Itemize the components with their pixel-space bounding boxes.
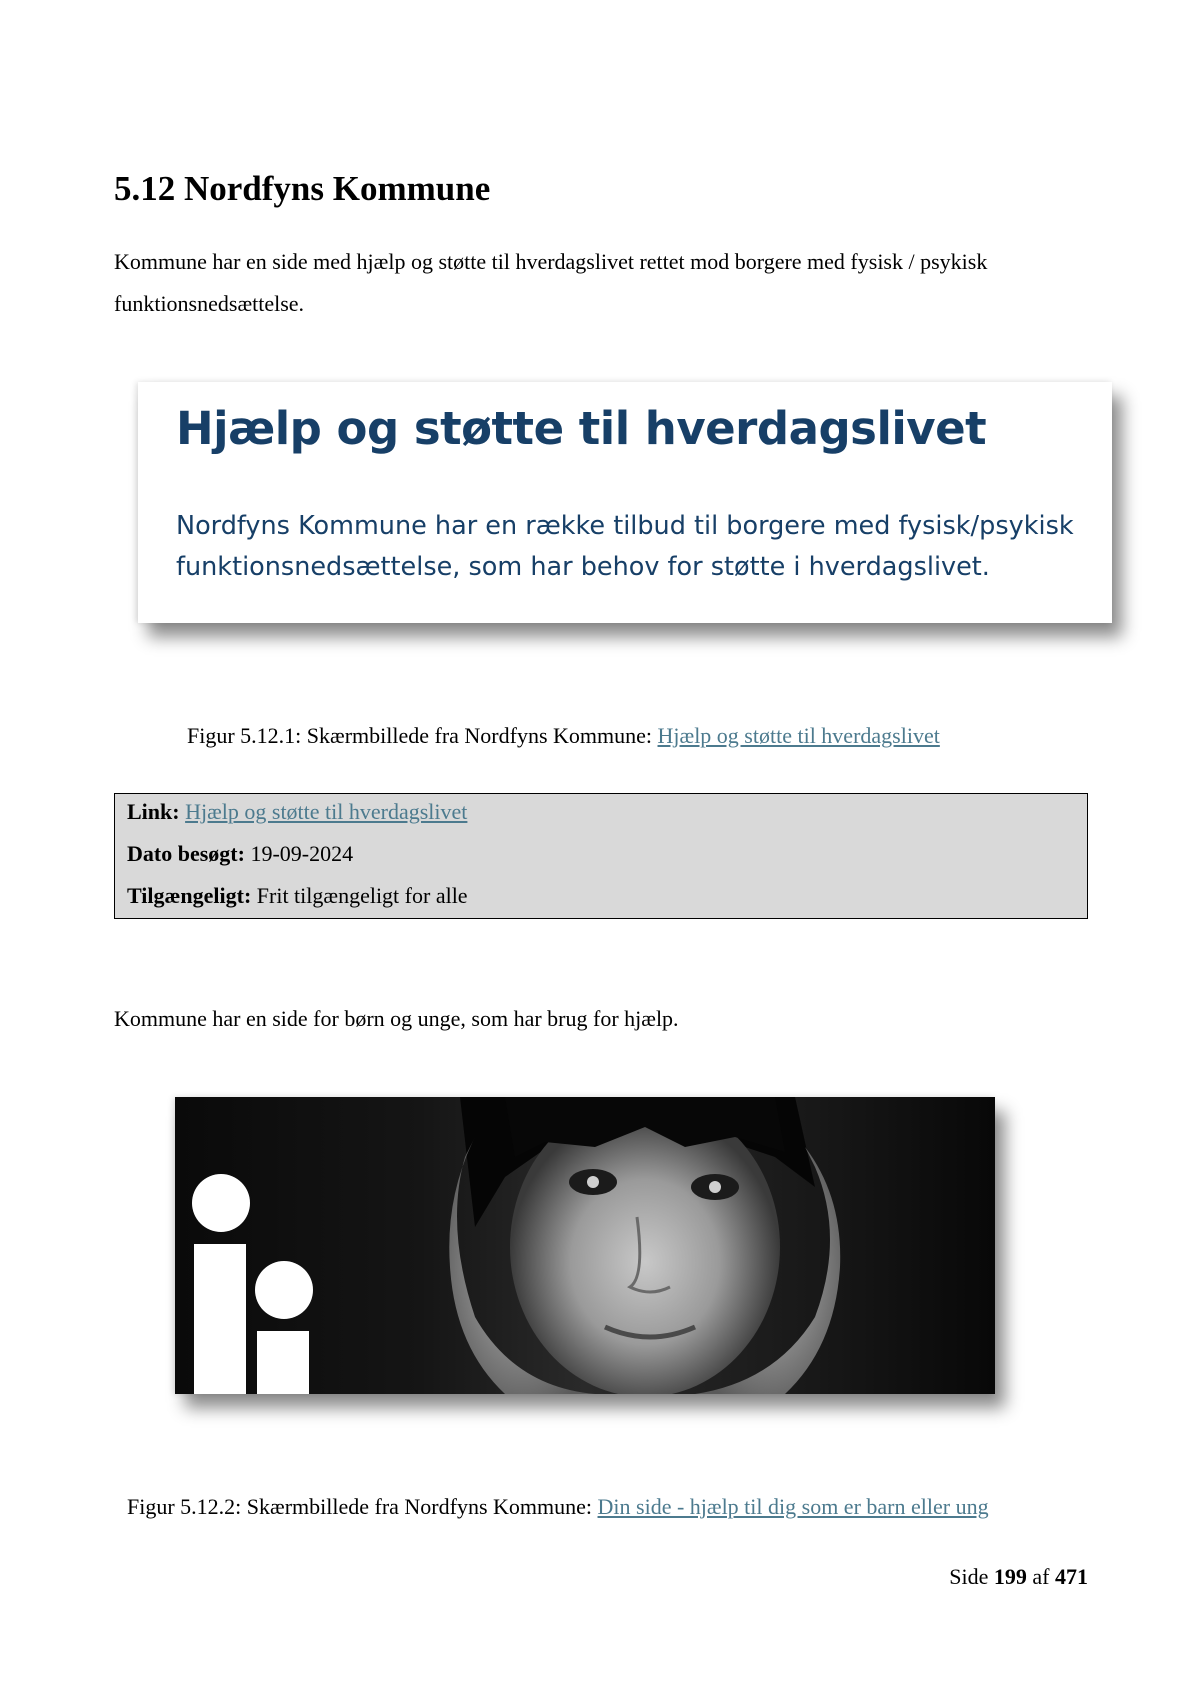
figure-1-link[interactable]: Hjælp og støtte til hverdagslivet <box>657 723 940 748</box>
info-access-value: Frit tilgængeligt for alle <box>256 883 468 908</box>
info-date-value: 19-09-2024 <box>250 841 354 866</box>
info-link-label: Link: <box>127 799 180 824</box>
figure-1-caption <box>187 721 940 751</box>
info-box <box>114 793 1088 919</box>
info-access-row <box>127 881 468 911</box>
screenshot-text: Nordfyns Kommune har en række tilbud til borgere med fysisk/psykisk funktionsnedsættelse, som har behov for støtte i hverdagslivet. <box>176 511 1074 582</box>
info-date-label: Dato besøgt: <box>127 841 245 866</box>
footer-prefix: Side <box>949 1564 989 1589</box>
caption-text: Figur 5.12.1: Skærmbillede fra Nordfyns Kommune: <box>187 723 658 748</box>
figure-2-screenshot <box>175 1097 995 1394</box>
caption-text: Figur 5.12.2: Skærmbillede fra Nordfyns Kommune: <box>127 1494 598 1519</box>
info-access-label: Tilgængeligt: <box>127 883 252 908</box>
logo-circle-small <box>255 1261 313 1319</box>
info-date-row <box>127 839 353 869</box>
page-footer <box>949 1562 1088 1592</box>
intro-paragraph: Kommune har en side med hjælp og støtte til hverdagslivet rettet mod borgere med fysisk / psykisk funktionsnedsættelse. <box>114 249 988 316</box>
page-number: 199 <box>993 1564 1027 1589</box>
info-link[interactable]: Hjælp og støtte til hverdagslivet <box>185 799 468 824</box>
right-eye-highlight <box>709 1181 721 1193</box>
section-heading: 5.12 Nordfyns Kommune <box>114 169 491 208</box>
page-total: 471 <box>1055 1564 1088 1589</box>
figure-2-caption <box>127 1492 989 1522</box>
logo-bar-tall <box>194 1244 246 1394</box>
child-photo-banner <box>175 1097 995 1394</box>
second-paragraph: Kommune har en side for børn og unge, som har brug for hjælp. <box>114 1006 679 1031</box>
logo-bar-short <box>257 1331 309 1394</box>
left-eye-highlight <box>587 1176 599 1188</box>
footer-of: af <box>1032 1564 1050 1589</box>
logo-circle-large <box>192 1174 250 1232</box>
figure-1-screenshot <box>138 382 1112 623</box>
screenshot-title: Hjælp og støtte til hverdagslivet <box>176 402 987 455</box>
figure-2-link[interactable]: Din side - hjælp til dig som er barn eller ung <box>597 1494 989 1519</box>
info-link-row <box>127 797 467 827</box>
